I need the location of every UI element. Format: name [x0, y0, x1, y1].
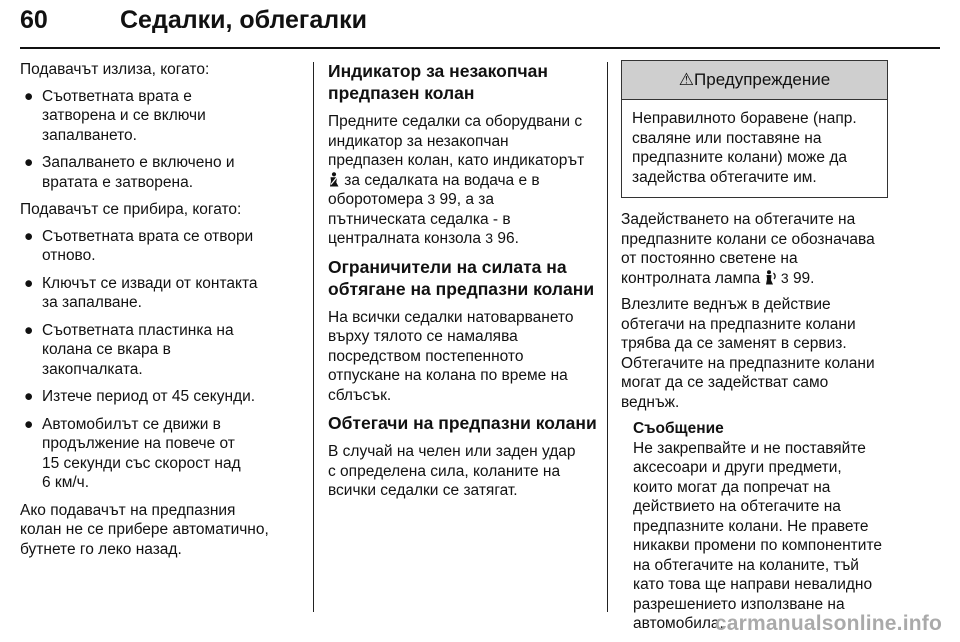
column-3 — [621, 60, 888, 634]
list-item: ● Запалването е включено и вратата е затворена. — [24, 154, 235, 191]
bullet-icon: ● — [24, 227, 34, 245]
paragraph: Подавачът излиза, когато: — [20, 61, 210, 78]
column-divider — [313, 62, 314, 612]
warning-header — [622, 61, 887, 100]
paragraph: Предните седалки са оборудвани с индикатор за незакопчан предпазен колан, като индикаторът за седалката на водача е в оборотомера 3 99, а за пътническата седалка - в централната конзола 3 96. — [328, 113, 585, 247]
paragraph: Подавачът се прибира, когато: — [20, 201, 242, 218]
paragraph: В случай на челен или заден удар с определена сила, коланите на всички седалки се затягат. — [328, 443, 576, 499]
column-1 — [20, 60, 300, 566]
seatbelt-warning-icon — [328, 172, 340, 187]
paragraph: Задействането на обтегачите на предпазните колани се обозначава от постоянно светене на контролната лампа 3 99. — [621, 211, 875, 287]
section-heading: Ограничители на силата на обтягане на предпазни колани — [328, 256, 595, 299]
page-reference-icon: 3 — [427, 191, 436, 207]
section-heading: Индикатор за незакопчан предпазен колан — [328, 61, 548, 103]
section-heading: Обтегачи на предпазни колани — [328, 413, 597, 433]
bullet-icon: ● — [24, 321, 34, 339]
warning-box — [621, 60, 888, 198]
watermark: carmanualsonline.info — [714, 612, 942, 635]
note-block: Съобщение Не закрепвайте и не поставяйте аксесоари и други предмети, които могат да попречат на действието на обтегачите на предпазните колани. Не правете никакви промени по компонентите на обтегачите на коланите, тъй като това ще направи невалидно разрешението използване на автомобила. — [621, 419, 888, 634]
bullet-icon: ● — [24, 87, 34, 105]
column-divider — [607, 62, 608, 612]
list-item: ● Автомобилът се движи в продължение на повече от 15 секунди със скорост над 6 км/ч. — [24, 415, 241, 491]
list-item: ● Съответната пластинка на колана се вкара в закопчалката. — [24, 321, 234, 378]
warning-icon: ⚠ — [678, 70, 695, 89]
airbag-indicator-icon — [765, 270, 777, 285]
paragraph: На всички седалки натоварването върху тялото се намалява посредством постепенното отпускане на колана по време на сблъсък. — [328, 308, 574, 404]
warning-title: Предупреждение — [694, 70, 831, 89]
note-title: Съобщение — [633, 420, 724, 437]
paragraph: Ако подавачът на предпазния колан не се прибере автоматично, бутнете го леко назад. — [20, 501, 269, 558]
bullet-icon: ● — [24, 274, 34, 292]
page-reference-icon: 3 — [485, 230, 494, 246]
page-reference-icon: 3 — [780, 269, 789, 286]
bullet-list — [20, 227, 300, 493]
page-title: Седалки, облегалки — [120, 6, 368, 34]
bullet-list — [20, 87, 300, 193]
list-item: ● Изтече период от 45 секунди. — [24, 388, 256, 405]
warning-text: Неправилното боравене (напр. сваляне или поставяне на предпазните колани) може да задейства обтегачите им. — [632, 110, 857, 186]
paragraph: Влезлите веднъж в действие обтегачи на предпазните колани трябва да се заменят в сервиз. Обтегачите на предпазните колани могат да се задействат само веднъж. — [621, 296, 875, 411]
list-item: ● Съответната врата е затворена и се включи запалването. — [24, 87, 206, 144]
bullet-icon: ● — [24, 154, 34, 171]
list-item: ● Съответната врата се отвори отново. — [24, 227, 254, 264]
page-number: 60 — [20, 6, 48, 34]
bullet-icon: ● — [24, 388, 34, 405]
page-header — [20, 4, 940, 48]
column-2 — [328, 60, 598, 508]
list-item: ● Ключът се извади от контакта за запалване. — [24, 274, 258, 311]
bullet-icon: ● — [24, 415, 34, 433]
header-rule — [20, 47, 940, 49]
